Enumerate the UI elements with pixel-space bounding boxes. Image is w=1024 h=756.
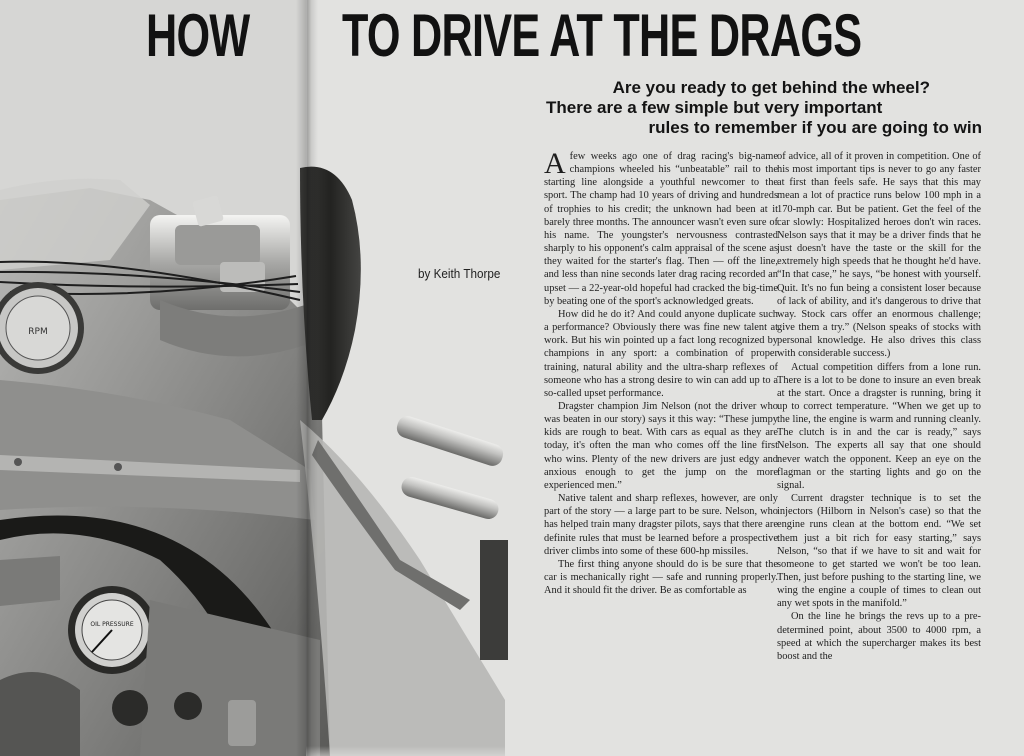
article-deck (520, 78, 982, 138)
dash-switch (228, 700, 256, 746)
article-column-1 (544, 147, 778, 597)
cockpit-seat (0, 672, 80, 756)
deck-line-1: Are you ready to get behind the wheel? (612, 78, 930, 97)
headline-left: HOW (146, 2, 250, 69)
paragraph: Current dragster technique is to set the injectors (Hilborn in Nelson's case) so that the engine runs clean at the bottom end. “We set them just a bit rich for easy starting,” says Nelson, “so that if we have to sit and wait for someone to get started we won't be too lean. Then, just before pushing to the starting line, we wing the engine a couple of times to clean out any wet spots in the manifold.” (777, 493, 981, 610)
dash-hole-icon (174, 692, 202, 720)
exhaust-pipe-upper (394, 414, 505, 469)
exhaust-pipe-lower (399, 475, 501, 522)
oil-gauge-label: OIL PRESSURE (90, 621, 134, 628)
paragraph: of advice, all of it proven in competition. One of his most important tips is never to go any faster at first than feels safe. He says that this may mean a lot of practice runs below 100 mph in a 170-mph car. But be patient. Get the feel of the car slowly: Hospitalized heroes don't win races. Nelson says that it may be a driver finds that he just doesn't have the taste or the skill for the extremely high speeds that he thought he'd have. “In that case,” he says, “be honest with yourself. Quit. It's no fun being a consistent loser because of lack of ability, and it's dangerous to drive that way. Stock cars offer an enormous challenge; give them a try.” (Nelson speaks of stocks with personal knowledge. He also drives this class with considerable success.) (777, 151, 981, 360)
rear-tire (300, 167, 361, 420)
paragraph: Afew weeks ago one of drag racing's big-name champions wheeled his “unbeatable” rail to the starting line alongside a youthful newcomer to the sport. The champ had 10 years of driving and hundreds of trophies to his credit; the unknown had been at it barely three months. The announcer wasn't even sure of his name. The youngster's nervousness contrasted sharply to his opponent's calm appraisal of the scene as they waited for the starter's flag. Then — off the line, and less than nine seconds later drag racing recorded an upset — a 22-year-old hopeful had cracked the big-time by beating one of the sport's acknowledged greats. (544, 147, 778, 307)
drop-cap: A (544, 147, 566, 180)
paragraph: The first thing anyone should do is be sure that the car is mechanically right — safe and running properly. And it should fit the driver. Be as comfortable as (544, 558, 778, 597)
tach-label: RPM (28, 327, 48, 337)
paragraph: Actual competition differs from a lone run. There is a lot to be done to insure an even break at the start. Once a dragster is running, bring it up to correct temperature. “When we get up to the line, the engine is warm and running cleanly. The clutch is in and the car is ready,” says Nelson. The experts all say that one should never watch the opponent. Keep an eye on the flagman or the starting lights and go on the signal. (777, 361, 981, 491)
deck-line-2: There are a few simple but very important (546, 98, 883, 117)
author-byline: by Keith Thorpe (418, 266, 501, 281)
rivet-icon (14, 458, 22, 466)
deck-line-3: rules to remember if you are going to win (648, 118, 982, 137)
rivet-icon (114, 463, 122, 471)
headline-right: TO DRIVE AT THE DRAGS (342, 2, 862, 69)
oil-pressure-gauge (68, 586, 156, 674)
dash-hole-icon (112, 690, 148, 726)
paragraph: Native talent and sharp reflexes, however, are only part of the story — a large part to be sure. Nelson, who has helped train many dragster pilots, says that there are definite rules that must be learned before a prospective driver climbs into some of these 600-hp missiles. (544, 493, 778, 557)
frame-rail (480, 540, 508, 660)
paragraph: How did he do it? And could anyone duplicate such a performance? Obviously there was fine new talent at work. But his win pointed up a fact long recognized by champions in any sport: a combination of proper training, natural ability and the ultra-sharp reflexes of someone who has a strong desire to win can add up to a so-called upset performance. (544, 308, 778, 399)
article-column-2 (777, 150, 981, 663)
paragraph: Dragster champion Jim Nelson (not the driver who was beaten in our story) says it this way: “These jumpy kids are rough to beat. With cars as equal as they are today, it's often the man who comes off the line first who wins. Plenty of the new drivers are just edgy and anxious enough to get the jump on the more experienced men.” (544, 400, 778, 491)
paragraph: On the line he brings the revs up to a pre-determined point, about 3500 to 4000 rpm, a speed at which the supercharger makes its best boost and the (777, 611, 981, 662)
